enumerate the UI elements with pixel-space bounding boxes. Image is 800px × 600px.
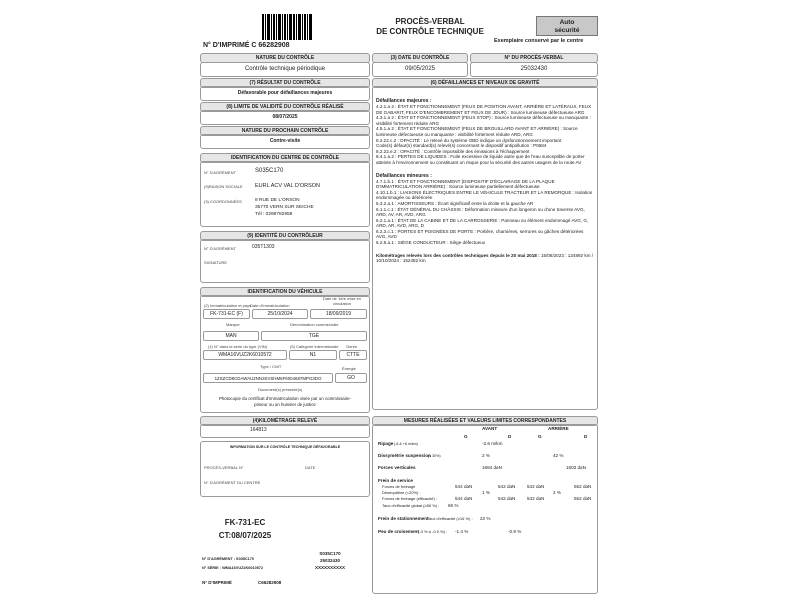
km-label: (4)KILOMÉTRAGE RELEVÉ bbox=[200, 416, 370, 426]
ar-d-header: D bbox=[584, 434, 588, 439]
result-value: Défavorable pour défaillances majeures bbox=[237, 90, 333, 96]
peu-croise-limit: (-3 % à -0.9 %) : bbox=[418, 529, 448, 534]
dis-susp-limit: (≤ 30%) bbox=[428, 454, 441, 458]
fe-av-d: 542 daN bbox=[498, 496, 516, 501]
title-line1: PROCÈS-VERBAL bbox=[395, 17, 465, 26]
stub-agrement: N° D'AGRÉMENT : S035C170 bbox=[202, 557, 255, 561]
pv-value: 25032430 bbox=[520, 66, 548, 72]
controleur-signature-label: SIGNATURE bbox=[204, 260, 228, 265]
frein-stat-limit: Taux d'efficacité (≥16 %) : bbox=[427, 516, 473, 521]
nature-label: NATURE DU CONTRÔLE bbox=[200, 53, 370, 63]
immat-value: FK-731-EC (F) bbox=[203, 309, 250, 319]
avant-header: AVANT bbox=[482, 426, 498, 431]
fv-av: 1684 daN bbox=[482, 465, 502, 470]
validity-value: 08/07/2025 bbox=[272, 114, 298, 120]
stub-code2: 25032430 bbox=[319, 558, 341, 563]
km-history-body: 15/08/2023 : 124892 km / 10/10/2024 : 152482 km bbox=[376, 252, 594, 264]
badge-line2: sécurité bbox=[554, 27, 580, 34]
dis-susp-ar: 42 % bbox=[553, 453, 564, 458]
info-agrement-label: N° D'AGRÉMENT DU CENTRE bbox=[204, 480, 261, 485]
centre-label: IDENTIFICATION DU CENTRE DE CONTRÔLE bbox=[200, 153, 370, 163]
centre-raison-label: (9)RAISON SOCIALE bbox=[204, 184, 243, 189]
barcode-graphic bbox=[262, 14, 312, 40]
stub-imprime-label: N° D'IMPRIMÉ bbox=[202, 580, 232, 585]
info-label: INFORMATION SUR LE CONTRÔLE TECHNIQUE DÉFAVORABLE bbox=[229, 445, 341, 449]
fv-ar: 1603 daN bbox=[566, 465, 586, 470]
date-circ-value: 18/09/2019 bbox=[310, 309, 367, 319]
major-list bbox=[376, 104, 594, 166]
copy-note: Exemplaire conservé par le centre bbox=[494, 38, 584, 44]
controleur-agrement-label: N° D'AGRÉMENT bbox=[204, 246, 236, 251]
date-immat-value: 25/10/2024 bbox=[252, 309, 308, 319]
centre-agrement-value: S035C170 bbox=[255, 168, 284, 174]
result-label: (7) RÉSULTAT DU CONTRÔLE bbox=[200, 78, 370, 88]
denom-value: TGE bbox=[261, 331, 367, 341]
minor-item: 5.3.2.a.1 : AMORTISSEURS : Écart significatif entre la droite et la gauche AR bbox=[376, 200, 534, 206]
measures-box bbox=[372, 424, 598, 594]
stub-ct: CT:08/07/2025 bbox=[218, 531, 272, 540]
frein-stat-value: 22 % bbox=[480, 516, 491, 521]
ripage-value: -2.6 m/km bbox=[482, 441, 503, 446]
barcode bbox=[262, 14, 312, 40]
stub-imprime-value: C66282908 bbox=[258, 580, 282, 585]
denom-label: Dénomination commerciale bbox=[290, 322, 339, 327]
taux-global-value: 66 % bbox=[448, 503, 459, 508]
forces-vert-label: Forces verticales bbox=[378, 465, 416, 470]
ff-ar-d: 552 daN bbox=[574, 484, 592, 489]
peu-croise-label: Peu de croisement bbox=[378, 529, 419, 534]
arriere-header: ARRIÈRE bbox=[548, 426, 569, 431]
docs-value: Photocopie du certificat d'immatriculation visée par un commissaire-priseur ou un huissier de justice bbox=[218, 396, 352, 407]
centre-raison-value: EURL ACV VAL D'ORSON bbox=[255, 183, 321, 189]
centre-agrement-label: N° D'AGRÉMENT bbox=[204, 170, 236, 175]
date-immat-label: Date d'immatriculation bbox=[250, 303, 290, 308]
ff-ar-g: 542 daN bbox=[527, 484, 545, 489]
minor-item: 6.1.1.c.1 : ÉTAT GÉNÉRAL DU CHÂSSIS : Déformation mineure d'un longeron ou d'une traverse AVG, ARD, AV, AR, AVD, ARG bbox=[376, 206, 585, 218]
vin-label: (1) N° dans la série du type (VIN) bbox=[208, 344, 267, 349]
peu-croise-d: -0.9 % bbox=[508, 529, 522, 534]
controleur-agrement-value: 035T1303 bbox=[252, 244, 275, 250]
type-label: Type / CNIT bbox=[260, 364, 282, 369]
frein-stat-label: Frein de stationnement bbox=[378, 516, 429, 521]
centre-addr3: Tél : 0299782958 bbox=[255, 212, 293, 217]
next-label: NATURE DU PROCHAIN CONTRÔLE bbox=[200, 126, 370, 136]
ripage-limit: (-8 & +8 m/km) bbox=[394, 442, 418, 446]
info-pv-label: PROCÈS-VERBAL N° bbox=[204, 465, 244, 470]
controleur-label: (9) IDENTITÉ DU CONTRÔLEUR bbox=[200, 231, 370, 241]
stub-plate: FK-731-EC bbox=[224, 518, 266, 527]
minor-title: Défaillances mineures : bbox=[376, 172, 432, 179]
major-item: 4.5.1.a 2 : ÉTAT ET FONCTIONNEMENT (FEUX DE BROUILLARD AVANT ET ARRIÈRE) : Source lumineuse défectueuse ou manquante : visibilité fortement réduite ARD, ARG bbox=[376, 126, 578, 137]
minor-item: 6.2.1.a.1 : ÉTAT DE LA CABINE ET DE LA CARROSSERIE : Panneau ou élément endommagé AVG, G, ARD, AR, AVD, ARG, D bbox=[376, 217, 589, 229]
major-item: Code(s) défaut(s) standard(s) relevé(s) concernant le dispositif antipollution : P0684 bbox=[376, 143, 547, 149]
major-title: Défaillances majeures : bbox=[376, 98, 432, 104]
stub-serie: N° SÉRIE : WMA16VUZ2K6010572 bbox=[202, 566, 264, 570]
deseq-av: 1 % bbox=[482, 490, 490, 495]
frein-service-label: Frein de service bbox=[378, 478, 413, 483]
date-value: 09/05/2025 bbox=[404, 66, 436, 72]
energie-value: GO bbox=[335, 373, 367, 383]
major-item: 8.2.22.e.2 : OPACITÉ : Contrôle impossible des émissions à l'échappement bbox=[376, 148, 530, 154]
defects-content bbox=[376, 96, 594, 264]
date-circ-label: Date de 1ère mise en circulation bbox=[322, 296, 362, 306]
dis-susp-label: Dissymétrie suspension bbox=[378, 453, 431, 458]
minor-item: 6.2.3.c.1 : PORTES ET POIGNÉES DE PORTE : Portière, charnières, serrures ou gâches détériorées AVG, AVD bbox=[376, 228, 584, 240]
ff-av-d: 542 daN bbox=[498, 484, 516, 489]
force-efficacite-label: Forces de freinage (efficacité) : bbox=[382, 496, 438, 501]
next-value: Contre-visite bbox=[269, 138, 301, 144]
marque-value: MAN bbox=[203, 331, 259, 341]
major-item: 8.4.1.a.2 : PERTES DE LIQUIDES : Fuite excessive de liquide autre que de l'eau susceptible de porter atteinte à l'environnement ou constituant un risque pour la sécurité des autres usagers de la route AV bbox=[376, 154, 585, 165]
minor-item: 4.10.1.b.1 : LIAISONS ÉLECTRIQUES ENTRE LE VÉHICULE TRACTEUR ET LA REMORQUE : Isolation endommagée ou détériorée bbox=[376, 189, 593, 201]
force-freinage-label: Forces de freinage bbox=[382, 484, 416, 489]
fe-av-g: 544 daN bbox=[455, 496, 473, 501]
deseq-ar: 2 % bbox=[553, 490, 561, 495]
minor-item: 6.2.5.a.1 : SIÈGE CONDUCTEUR : Siège défectueux bbox=[376, 240, 486, 246]
cat-value: N1 bbox=[289, 350, 337, 360]
dis-susp-av: 2 % bbox=[482, 453, 490, 458]
taux-global-label: Taux d'efficacité global (≥50 %) : bbox=[382, 503, 440, 508]
cat-label: (5) Catégorie internationale bbox=[290, 344, 339, 349]
imprime-number: N° D'IMPRIMÉ C 66282908 bbox=[203, 42, 290, 49]
nature-value: Contrôle technique périodique bbox=[244, 66, 326, 72]
minor-item: 4.7.1.b.1 : ÉTAT ET FONCTIONNEMENT (DISPOSITIF D'ÉCLAIRAGE DE LA PLAQUE D'IMMATRICULATION ARRIÈRE) : Source lumineuse partiellement défectueuse bbox=[376, 178, 555, 190]
minor-list bbox=[376, 179, 594, 246]
info-date-label: DATE bbox=[305, 465, 316, 470]
km-history-title: Kilométrages relevés lors des contrôles techniques depuis le 20 mai 2018 : bbox=[376, 252, 540, 258]
av-d-header: D bbox=[508, 434, 512, 439]
av-g-header: G bbox=[464, 434, 468, 439]
centre-addr2: 35770 VERN SUR SEICHE bbox=[255, 205, 314, 210]
peu-croise-g: -1.4 % bbox=[455, 529, 469, 534]
major-item: 8.2.22.c.2 : OPACITÉ : Le relevé du système OBD indique un dysfonctionnement important bbox=[376, 137, 562, 143]
genre-value: CTTE bbox=[339, 350, 367, 360]
validity-label: (8) LIMITE DE VALIDITÉ DU CONTRÔLE RÉALISÉ bbox=[200, 102, 370, 112]
ff-av-g: 544 daN bbox=[455, 484, 473, 489]
km-history bbox=[376, 253, 594, 264]
docs-label: Document(s) présenté(s) bbox=[258, 387, 303, 392]
vin-value: WMA16VUZ2K6010572 bbox=[203, 350, 287, 360]
km-box bbox=[200, 424, 370, 438]
km-value: 164813 bbox=[250, 427, 267, 433]
measures-label: MESURES RÉALISÉES ET VALEURS LIMITES CORRESPONDANTES bbox=[372, 416, 598, 426]
badge-line1: Auto bbox=[559, 19, 575, 26]
stub-code3: XXXXXXXXXX bbox=[314, 565, 345, 570]
fe-ar-g: 542 daN bbox=[527, 496, 545, 501]
immat-label: (2) Immatriculation et pays bbox=[204, 303, 252, 308]
defects-label: (6) DÉFAILLANCES ET NIVEAUX DE GRAVITÉ bbox=[372, 78, 598, 88]
major-item: 4.3.1.a 2 : ÉTAT ET FONCTIONNEMENT (FEUX STOP) : Source lumineuse défectueuse ou manquante : visibilité fortement réduite ARG bbox=[376, 115, 591, 126]
centre-addr1: 8 RUE DE L'ORSON bbox=[255, 198, 300, 203]
pv-label: N° DU PROCÈS-VERBAL bbox=[470, 53, 598, 63]
major-item: 4.2.1.a 2 : ÉTAT ET FONCTIONNEMENT (FEUX DE POSITION AVANT, ARRIÈRE ET LATÉRAUX, FEUX DE GABARIT, FEUX D'ENCOMBREMENT ET FEUX DE JOUR) : Source lumineuse défectueuse ARG bbox=[376, 104, 592, 115]
marque-label: Marque bbox=[226, 322, 240, 327]
desequilibre-label: Déséquilibre (<20%) : bbox=[382, 490, 421, 495]
ripage-label: Ripage bbox=[378, 441, 394, 446]
stub-code1: S035C170 bbox=[319, 551, 341, 556]
title-line2: DE CONTRÔLE TECHNIQUE bbox=[376, 27, 484, 36]
energie-label: Énergie bbox=[342, 366, 356, 371]
auto-securite-badge bbox=[536, 16, 598, 36]
fe-ar-d: 552 daN bbox=[574, 496, 592, 501]
genre-label: Genre bbox=[346, 344, 358, 349]
ar-g-header: G bbox=[538, 434, 542, 439]
vehicle-label: IDENTIFICATION DU VÉHICULE bbox=[200, 287, 370, 297]
date-label: (3) DATE DU CONTRÔLE bbox=[372, 53, 468, 63]
centre-coord-label: (3) COORDONNÉES bbox=[204, 199, 242, 204]
type-value: 1ZSZCD8CDAWAU2NN3SVSHM6F6004687MPG3DO bbox=[203, 373, 333, 383]
